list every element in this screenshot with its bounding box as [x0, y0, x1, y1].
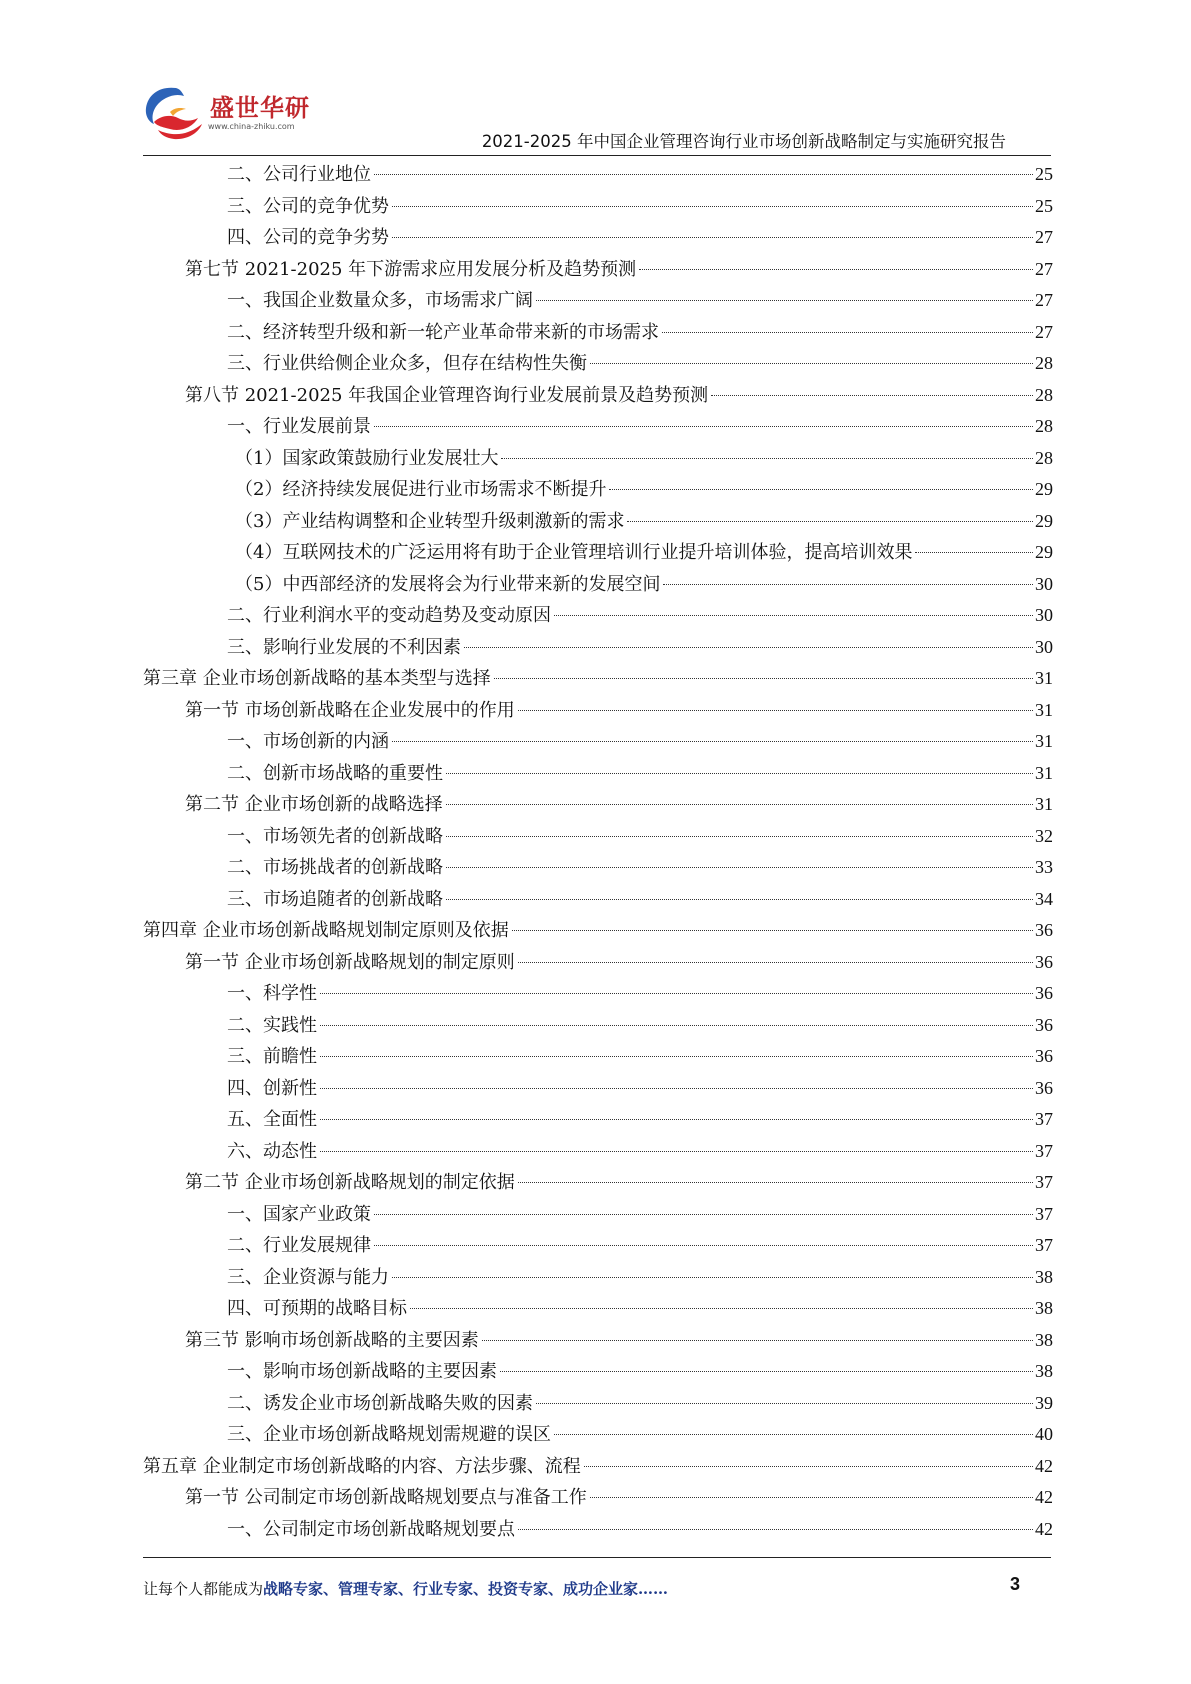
toc-entry-title: 三、行业供给侧企业众多，但存在结构性失衡 [227, 353, 587, 374]
toc-entry-title: （4）互联网技术的广泛运用将有助于企业管理培训行业提升培训体验，提高培训效果 [235, 542, 913, 563]
toc-entry[interactable] [143, 348, 1053, 380]
toc-dot-leader [711, 395, 1033, 396]
toc-entry-title: 六、动态性 [227, 1140, 317, 1162]
toc-entry[interactable] [143, 159, 1053, 191]
toc-dot-leader [590, 363, 1033, 364]
toc-dot-leader [320, 1056, 1033, 1057]
toc-entry[interactable] [143, 285, 1053, 317]
toc-dot-leader [446, 804, 1033, 805]
toc-entry-page: 28 [1035, 416, 1053, 436]
toc-entry[interactable] [143, 317, 1053, 349]
toc-entry-page: 28 [1035, 447, 1053, 468]
toc-entry-page: 37 [1035, 1235, 1053, 1255]
toc-entry[interactable] [143, 695, 1053, 727]
toc-entry-page: 37 [1035, 1172, 1053, 1192]
toc-entry-page: 38 [1035, 1298, 1053, 1318]
toc-entry[interactable] [143, 191, 1053, 223]
toc-entry-page: 30 [1035, 636, 1053, 657]
toc-entry-page: 25 [1035, 195, 1053, 216]
toc-dot-leader [584, 1466, 1033, 1467]
toc-dot-leader [446, 899, 1033, 900]
toc-entry-page: 33 [1035, 857, 1053, 877]
toc-entry[interactable] [143, 380, 1053, 412]
toc-entry[interactable] [143, 1167, 1053, 1199]
toc-dot-leader [512, 930, 1033, 931]
toc-entry[interactable] [143, 506, 1053, 538]
toc-entry-page: 32 [1035, 825, 1053, 846]
logo-mark-icon [140, 82, 210, 144]
toc-entry[interactable] [143, 1388, 1053, 1420]
toc-entry[interactable] [143, 1419, 1053, 1451]
toc-entry-title: 二、实践性 [227, 1014, 317, 1036]
toc-dot-leader [410, 1308, 1033, 1309]
toc-entry-title: 一、公司制定市场创新战略规划要点 [227, 1518, 515, 1540]
toc-entry-title: 二、市场挑战者的创新战略 [227, 857, 443, 878]
toc-dot-leader [639, 269, 1033, 270]
toc-entry-page: 27 [1035, 227, 1053, 247]
logo-name: 盛世华研 [210, 94, 310, 122]
toc-entry-title: （5）中西部经济的发展将会为行业带来新的发展空间 [235, 573, 661, 595]
toc-dot-leader [627, 521, 1033, 522]
toc-dot-leader [392, 237, 1033, 238]
toc-entry-page: 36 [1035, 1014, 1053, 1035]
toc-entry-page: 37 [1035, 1140, 1053, 1161]
toc-entry-page: 27 [1035, 290, 1053, 310]
toc-entry-title: 第一节 市场创新战略在企业发展中的作用 [185, 699, 515, 721]
toc-dot-leader [518, 710, 1033, 711]
toc-entry[interactable] [143, 1199, 1053, 1231]
toc-entry-page: 28 [1035, 384, 1053, 405]
toc-dot-leader [501, 458, 1033, 459]
toc-entry-title: 三、企业市场创新战略规划需规避的误区 [227, 1424, 551, 1445]
toc-entry-page: 42 [1035, 1487, 1053, 1507]
toc-entry-page: 27 [1035, 321, 1053, 342]
report-title: 2021-2025 年中国企业管理咨询行业市场创新战略制定与实施研究报告 [481, 132, 1006, 151]
toc-entry-page: 40 [1035, 1424, 1053, 1444]
toc-entry[interactable] [143, 1136, 1053, 1168]
toc-entry[interactable] [143, 1451, 1053, 1483]
toc-entry-title: 第五章 企业制定市场创新战略的内容、方法步骤、流程 [143, 1455, 581, 1477]
toc-entry-page: 31 [1035, 699, 1053, 720]
toc-dot-leader [554, 1434, 1033, 1435]
toc-entry-page: 30 [1035, 573, 1053, 594]
toc-dot-leader [536, 1403, 1033, 1404]
toc-entry[interactable] [143, 1073, 1053, 1105]
toc-entry-page: 29 [1035, 510, 1053, 531]
toc-entry[interactable] [143, 1325, 1053, 1357]
toc-entry-page: 30 [1035, 605, 1053, 625]
page-header [0, 0, 1191, 160]
toc-entry-title: 一、行业发展前景 [227, 416, 371, 437]
toc-dot-leader [374, 426, 1033, 427]
toc-entry[interactable] [143, 915, 1053, 947]
company-logo [140, 82, 310, 152]
toc-entry-page: 38 [1035, 1329, 1053, 1350]
toc-entry-title: 二、行业利润水平的变动趋势及变动原因 [227, 605, 551, 626]
toc-entry[interactable] [143, 632, 1053, 664]
toc-entry-title: 一、国家产业政策 [227, 1203, 371, 1225]
toc-entry[interactable] [143, 852, 1053, 884]
toc-entry-title: 一、市场创新的内涵 [227, 731, 389, 752]
toc-entry[interactable] [143, 411, 1053, 443]
toc-dot-leader [518, 1182, 1033, 1183]
toc-entry[interactable] [143, 947, 1053, 979]
toc-entry-title: 二、行业发展规律 [227, 1235, 371, 1256]
toc-dot-leader [590, 1497, 1033, 1498]
toc-dot-leader [320, 1025, 1033, 1026]
footer-slogan [143, 1578, 668, 1599]
footer-slogan-emphasis: 战略专家、管理专家、行业专家、投资专家、成功企业家…… [263, 1580, 669, 1598]
toc-entry-title: 一、科学性 [227, 983, 317, 1004]
toc-dot-leader [392, 741, 1033, 742]
toc-dot-leader [915, 552, 1033, 553]
toc-entry-page: 37 [1035, 1203, 1053, 1224]
toc-entry[interactable] [143, 789, 1053, 821]
toc-entry-page: 28 [1035, 353, 1053, 373]
toc-entry-title: 五、全面性 [227, 1109, 317, 1130]
toc-entry-title: 第二节 企业市场创新的战略选择 [185, 794, 443, 815]
toc-entry-title: 四、公司的竞争劣势 [227, 227, 389, 248]
toc-entry-title: 第八节 2021-2025 年我国企业管理咨询行业发展前景及趋势预测 [185, 384, 709, 406]
toc-entry-title: （1）国家政策鼓励行业发展壮大 [235, 447, 499, 469]
toc-entry-page: 34 [1035, 888, 1053, 909]
toc-entry-page: 25 [1035, 164, 1053, 184]
toc-entry-page: 31 [1035, 762, 1053, 783]
toc-entry[interactable] [143, 474, 1053, 506]
toc-entry-page: 29 [1035, 479, 1053, 499]
toc-dot-leader [662, 332, 1033, 333]
toc-dot-leader [392, 1277, 1033, 1278]
toc-dot-leader [464, 647, 1033, 648]
toc-entry-title: 第二节 企业市场创新战略规划的制定依据 [185, 1172, 515, 1193]
toc-entry-title: 三、前瞻性 [227, 1046, 317, 1067]
page-number: 3 [1010, 1574, 1021, 1594]
toc-entry-title: 第一节 企业市场创新战略规划的制定原则 [185, 951, 515, 973]
toc-dot-leader [320, 993, 1033, 994]
toc-entry-page: 42 [1035, 1518, 1053, 1539]
toc-dot-leader [482, 1340, 1033, 1341]
toc-entry[interactable] [143, 663, 1053, 695]
toc-entry-page: 42 [1035, 1455, 1053, 1476]
toc-dot-leader [663, 584, 1033, 585]
toc-entry-title: 一、我国企业数量众多，市场需求广阔 [227, 290, 533, 311]
footer-slogan-lead: 让每个人都能成为 [143, 1580, 264, 1598]
toc-entry[interactable] [143, 821, 1053, 853]
logo-url: www.china-zhiku.com [208, 122, 295, 131]
toc-entry[interactable] [143, 726, 1053, 758]
toc-entry-title: 一、影响市场创新战略的主要因素 [227, 1361, 497, 1382]
toc-dot-leader [392, 206, 1033, 207]
toc-entry[interactable] [143, 254, 1053, 286]
toc-entry-page: 36 [1035, 983, 1053, 1003]
toc-entry-title: （3）产业结构调整和企业转型升级刺激新的需求 [235, 510, 625, 532]
toc-dot-leader [494, 678, 1033, 679]
toc-entry-title: 二、创新市场战略的重要性 [227, 762, 443, 784]
toc-entry-title: 三、影响行业发展的不利因素 [227, 636, 461, 658]
toc-entry[interactable] [143, 1230, 1053, 1262]
toc-entry-title: 三、公司的竞争优势 [227, 195, 389, 217]
toc-dot-leader [374, 1214, 1033, 1215]
toc-entry[interactable] [143, 569, 1053, 601]
toc-dot-leader [500, 1371, 1033, 1372]
toc-dot-leader [446, 773, 1033, 774]
toc-entry-page: 31 [1035, 731, 1053, 751]
toc-entry[interactable] [143, 600, 1053, 632]
toc-entry-title: 第七节 2021-2025 年下游需求应用发展分析及趋势预测 [185, 258, 637, 280]
toc-entry-title: （2）经济持续发展促进行业市场需求不断提升 [235, 479, 607, 500]
toc-entry[interactable] [143, 1041, 1053, 1073]
toc-entry-title: 二、经济转型升级和新一轮产业革命带来新的市场需求 [227, 321, 659, 343]
toc-dot-leader [536, 300, 1033, 301]
header-divider [143, 155, 1051, 156]
table-of-contents [143, 159, 1053, 1545]
toc-entry[interactable] [143, 1514, 1053, 1546]
toc-dot-leader [518, 962, 1033, 963]
toc-entry-page: 39 [1035, 1392, 1053, 1413]
toc-dot-leader [446, 836, 1033, 837]
toc-entry-title: 三、市场追随者的创新战略 [227, 888, 443, 910]
toc-dot-leader [320, 1151, 1033, 1152]
toc-entry[interactable] [143, 1262, 1053, 1294]
toc-entry-title: 二、公司行业地位 [227, 164, 371, 185]
footer-divider [143, 1557, 1051, 1558]
toc-entry[interactable] [143, 537, 1053, 569]
toc-dot-leader [320, 1119, 1033, 1120]
toc-dot-leader [518, 1529, 1033, 1530]
toc-dot-leader [446, 867, 1033, 868]
toc-entry-title: 第四章 企业市场创新战略规划制定原则及依据 [143, 920, 509, 941]
toc-entry[interactable] [143, 758, 1053, 790]
toc-entry-page: 36 [1035, 1046, 1053, 1066]
toc-entry[interactable] [143, 222, 1053, 254]
toc-dot-leader [374, 174, 1033, 175]
toc-entry-page: 38 [1035, 1266, 1053, 1287]
toc-entry[interactable] [143, 978, 1053, 1010]
toc-dot-leader [609, 489, 1033, 490]
toc-entry-page: 36 [1035, 920, 1053, 940]
toc-entry-page: 27 [1035, 258, 1053, 279]
toc-entry-title: 第三章 企业市场创新战略的基本类型与选择 [143, 668, 491, 689]
toc-entry[interactable] [143, 1356, 1053, 1388]
toc-dot-leader [320, 1088, 1033, 1089]
toc-entry-page: 29 [1035, 542, 1053, 562]
toc-entry[interactable] [143, 1482, 1053, 1514]
toc-entry-title: 四、可预期的战略目标 [227, 1298, 407, 1319]
toc-entry-page: 38 [1035, 1361, 1053, 1381]
toc-entry-title: 三、企业资源与能力 [227, 1266, 389, 1288]
toc-entry-title: 一、市场领先者的创新战略 [227, 825, 443, 847]
toc-entry-title: 四、创新性 [227, 1077, 317, 1099]
toc-entry-page: 37 [1035, 1109, 1053, 1129]
toc-entry-title: 第一节 公司制定市场创新战略规划要点与准备工作 [185, 1487, 587, 1508]
toc-entry[interactable] [143, 1104, 1053, 1136]
toc-entry-page: 36 [1035, 1077, 1053, 1098]
toc-entry-page: 31 [1035, 794, 1053, 814]
toc-entry[interactable] [143, 1010, 1053, 1042]
toc-entry[interactable] [143, 1293, 1053, 1325]
toc-dot-leader [374, 1245, 1033, 1246]
toc-entry-title: 二、诱发企业市场创新战略失败的因素 [227, 1392, 533, 1414]
toc-entry-page: 31 [1035, 668, 1053, 688]
toc-entry[interactable] [143, 443, 1053, 475]
toc-entry-title: 第三节 影响市场创新战略的主要因素 [185, 1329, 479, 1351]
toc-dot-leader [554, 615, 1033, 616]
toc-entry-page: 36 [1035, 951, 1053, 972]
toc-entry[interactable] [143, 884, 1053, 916]
